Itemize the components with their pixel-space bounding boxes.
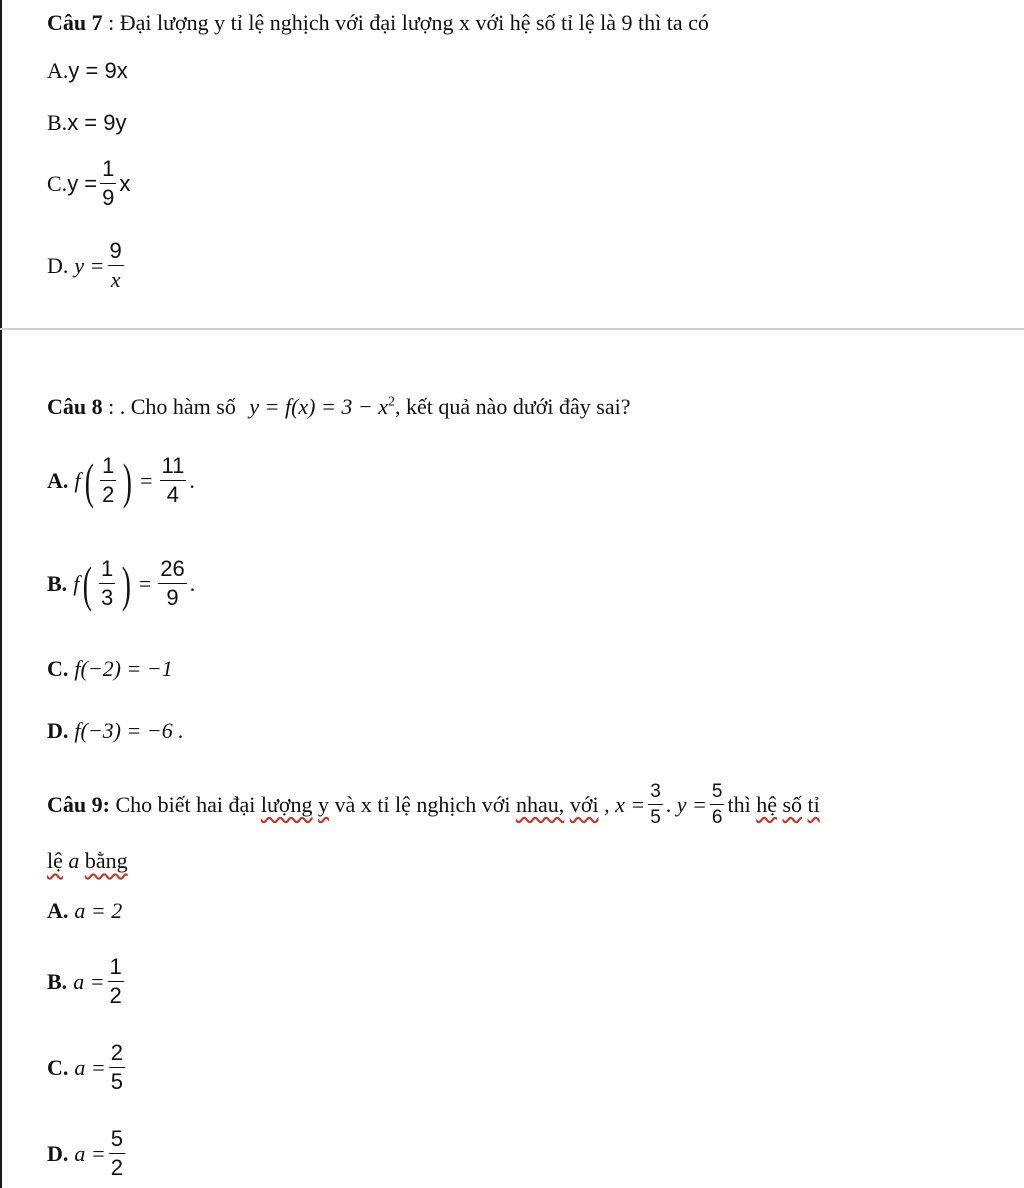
q8-a-rparen: ) <box>123 452 133 509</box>
q9-sep: . <box>665 791 672 817</box>
q9-title-line2 <box>47 848 128 874</box>
q9-text1: Cho biết hai đại <box>115 791 256 817</box>
q9-y-fraction <box>710 782 725 827</box>
q9-d-fraction <box>109 1128 125 1179</box>
q8-b-fn: f <box>73 570 80 596</box>
q9-word-le: lệ <box>47 848 63 873</box>
q7-c-fraction <box>100 158 116 209</box>
q8-a-arg <box>100 455 116 506</box>
q8-title <box>47 394 631 420</box>
q8-a-fn: f <box>74 467 81 493</box>
q8-a-label: A. <box>47 467 69 493</box>
q9-text3: , <box>604 791 610 817</box>
q9-word-y: y <box>318 791 330 817</box>
q9-c-den: 5 <box>110 1069 123 1094</box>
q9-word-so: số <box>782 791 803 817</box>
q7-d-lhs: y = <box>74 252 105 278</box>
q9-x-den: 5 <box>650 807 661 828</box>
q7-d-num: 9 <box>108 240 124 266</box>
q7-b-label: B. <box>47 110 68 135</box>
q8-a-end: . <box>189 467 195 493</box>
q8-function: y = f(x) = 3 − x <box>249 394 388 419</box>
q8-b-arg <box>99 558 115 609</box>
q9-option-a[interactable] <box>47 898 122 924</box>
q7-option-a[interactable] <box>47 58 128 84</box>
q7-c-lhs: y = <box>67 170 98 196</box>
q9-text2: và x tỉ lệ nghịch với <box>334 791 511 817</box>
q7-a-label: A. <box>47 58 69 83</box>
q8-c-expr: f(−2) = −1 <box>74 656 173 681</box>
q9-b-label: B. <box>47 968 68 994</box>
q9-d-num: 5 <box>109 1128 125 1154</box>
q8-a-res-num: 11 <box>160 455 187 481</box>
q9-var-a: a <box>68 848 80 873</box>
q8-b-lparen: ( <box>83 555 93 612</box>
q8-a-eq: = <box>140 467 153 493</box>
q8-text-after: , kết quả nào dưới đây sai? <box>394 394 631 419</box>
q9-word-voi: với <box>569 791 599 817</box>
q9-word-nhau: nhau, <box>516 791 565 817</box>
q8-a-lparen: ( <box>84 452 94 509</box>
q7-option-c[interactable] <box>47 158 130 209</box>
q8-option-a[interactable] <box>47 452 195 509</box>
q8-d-expr: f(−3) = −6 . <box>74 718 184 743</box>
q9-d-den: 2 <box>110 1155 123 1180</box>
q8-b-arg-den: 3 <box>100 585 114 610</box>
q9-d-label: D. <box>47 1140 69 1166</box>
q8-label: Câu 8 <box>47 394 103 419</box>
q7-option-d[interactable] <box>47 240 127 291</box>
q9-option-b[interactable] <box>47 956 127 1007</box>
q9-a-expr: a = 2 <box>74 898 123 923</box>
q9-b-den: 2 <box>109 983 122 1008</box>
q7-label: Câu 7 <box>47 10 103 35</box>
q9-c-num: 2 <box>109 1042 125 1068</box>
q8-b-arg-num: 1 <box>99 558 115 584</box>
q8-a-arg-num: 1 <box>100 455 116 481</box>
q7-c-tail: x <box>119 170 131 196</box>
q9-x-fraction <box>648 782 663 827</box>
q9-c-fraction <box>109 1042 125 1093</box>
q8-b-eq: = <box>138 570 152 596</box>
q8-option-b[interactable] <box>47 555 196 612</box>
q9-y-num: 5 <box>710 782 725 805</box>
q7-b-expr: x = 9y <box>67 110 127 135</box>
left-border <box>0 0 2 1188</box>
q9-option-d[interactable] <box>47 1128 128 1179</box>
q9-y-den: 6 <box>711 807 723 828</box>
q9-c-label: C. <box>47 1054 69 1080</box>
q7-a-expr: y = 9x <box>68 58 128 83</box>
q8-exponent: 2 <box>387 394 395 410</box>
q9-a-label: A. <box>47 898 69 923</box>
q9-label: Câu 9: <box>47 791 110 817</box>
q8-b-label: B. <box>47 570 68 596</box>
q8-a-arg-den: 2 <box>102 482 115 507</box>
q9-word-ti: tỉ <box>807 791 820 817</box>
q9-c-lhs: a = <box>74 1054 106 1080</box>
q8-b-res-num: 26 <box>158 558 186 584</box>
q9-b-num: 1 <box>108 956 124 982</box>
q8-text-before: : . Cho hàm số <box>108 394 236 419</box>
q9-title <box>47 782 820 827</box>
q7-c-den: 9 <box>102 185 115 210</box>
q7-title <box>47 10 709 36</box>
q7-d-den: x <box>110 267 121 292</box>
q9-word-he: hệ <box>756 791 777 817</box>
q8-a-result <box>160 455 187 506</box>
q7-d-fraction <box>108 240 124 291</box>
q8-b-res-den: 9 <box>166 585 179 610</box>
q8-option-d[interactable] <box>47 718 184 744</box>
q9-b-lhs: a = <box>73 968 105 994</box>
q8-b-end: . <box>189 570 196 596</box>
q7-c-num: 1 <box>100 158 116 184</box>
q9-option-c[interactable] <box>47 1042 128 1093</box>
q8-c-label: C. <box>47 656 69 681</box>
q7-c-label: C. <box>47 170 68 196</box>
q8-option-c[interactable] <box>47 656 173 682</box>
section-divider <box>0 328 1024 330</box>
q9-y-lhs: y = <box>676 791 707 817</box>
q9-text4: thì <box>727 791 751 817</box>
q8-a-res-den: 4 <box>166 482 180 507</box>
q7-option-b[interactable] <box>47 110 127 136</box>
q9-word-bang: bằng <box>84 848 128 873</box>
q9-word-luong: lượng <box>260 791 313 817</box>
q8-b-rparen: ) <box>121 555 132 612</box>
q8-b-result <box>158 558 186 609</box>
q9-b-fraction <box>108 956 124 1007</box>
q7-text: : Đại lượng y tỉ lệ nghịch với đại lượng x với hệ số tỉ lệ là 9 thì ta có <box>108 10 709 35</box>
q7-d-label: D. <box>47 252 69 278</box>
q9-d-lhs: a = <box>74 1140 106 1166</box>
q8-d-label: D. <box>47 718 69 743</box>
q9-x-lhs: x = <box>615 791 646 817</box>
q9-x-num: 3 <box>648 782 663 805</box>
